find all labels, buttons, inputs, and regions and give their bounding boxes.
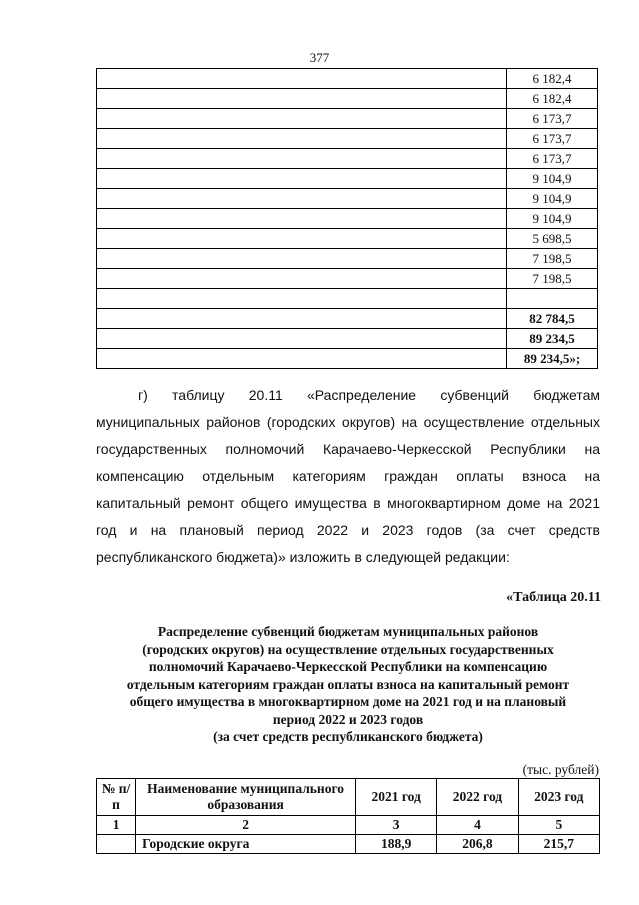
value-cell: 6 182,4 (507, 69, 598, 89)
value-cell: 6 182,4 (507, 89, 598, 109)
table-row (97, 89, 598, 109)
table-row (97, 109, 598, 129)
subvention-table (96, 778, 600, 854)
blank-cell (97, 89, 507, 109)
title-line: полномочий Карачаево-Черкесской Республики на компенсацию (148, 659, 548, 674)
blank-cell (97, 169, 507, 189)
title-line: общего имущества в многоквартирном доме на 2021 год и на плановый (129, 694, 567, 709)
page-number: 377 (309, 50, 330, 65)
table-row (97, 269, 598, 289)
header-2021: 2021 год (356, 779, 437, 816)
table-row (97, 835, 600, 854)
header-2022: 2022 год (437, 779, 518, 816)
value-cell: 6 173,7 (507, 109, 598, 129)
row-2023: 215,7 (518, 835, 599, 854)
blank-cell (97, 349, 507, 369)
top-values-table (96, 68, 598, 369)
value-cell: 89 234,5 (507, 329, 598, 349)
table-row (97, 189, 598, 209)
header-name: Наименование муниципального образования (136, 779, 356, 816)
row-2022: 206,8 (437, 835, 518, 854)
title-line: Распределение субвенций бюджетам муниципальных районов (157, 624, 539, 639)
table-row (97, 69, 598, 89)
index-cell: 5 (518, 816, 599, 835)
table-row (97, 349, 598, 369)
table-row (97, 229, 598, 249)
value-cell: 6 173,7 (507, 129, 598, 149)
blank-cell (97, 149, 507, 169)
table-row (97, 329, 598, 349)
blank-cell (97, 329, 507, 349)
blank-cell (97, 309, 507, 329)
units-label: (тыс. рублей) (522, 762, 599, 777)
body-paragraph: г) таблицу 20.11 «Распределение субвенций бюджетам муниципальных районов (городских округов) на осуществление отдельных государственных полномочий Карачаево-Черкесской Республики на компенсацию отдельным категориям граждан оплаты взноса на капитальный ремонт общего имущества в многоквартирном доме на 2021 год и на плановый период 2022 и 2023 годов (за счет средств республиканского бюджета)» изложить в следующей редакции: (96, 387, 600, 565)
table-row (97, 249, 598, 269)
table-row (97, 309, 598, 329)
index-cell: 4 (437, 816, 518, 835)
table-row (97, 209, 598, 229)
blank-cell (97, 189, 507, 209)
index-cell: 3 (356, 816, 437, 835)
header-row (97, 779, 600, 816)
value-cell (507, 289, 598, 309)
title-line: (за счет средств республиканского бюджета) (213, 729, 483, 744)
blank-cell (97, 209, 507, 229)
table-row (97, 149, 598, 169)
value-cell: 82 784,5 (507, 309, 598, 329)
value-cell: 7 198,5 (507, 269, 598, 289)
blank-cell (97, 249, 507, 269)
header-2023: 2023 год (518, 779, 599, 816)
value-cell: 9 104,9 (507, 189, 598, 209)
index-row (97, 816, 600, 835)
blank-cell (97, 109, 507, 129)
table-row (97, 129, 598, 149)
title-line: (городских округов) на осуществление отдельных государственных (142, 641, 554, 657)
value-cell: 89 234,5»; (507, 349, 598, 369)
value-cell: 6 173,7 (507, 149, 598, 169)
table-row (97, 169, 598, 189)
blank-cell (97, 129, 507, 149)
table-row (97, 289, 598, 309)
table-label: «Таблица 20.11 (506, 590, 601, 605)
value-cell: 9 104,9 (507, 209, 598, 229)
title-line: период 2022 и 2023 годов (272, 711, 424, 727)
row-name: Городские округа (136, 835, 356, 854)
index-cell: 2 (136, 816, 356, 835)
blank-cell (97, 289, 507, 309)
blank-cell (97, 69, 507, 89)
title-line: отдельным категориям граждан оплаты взноса на капитальный ремонт (126, 676, 570, 692)
header-num: № п/п (97, 779, 136, 816)
row-2021: 188,9 (356, 835, 437, 854)
blank-cell (97, 229, 507, 249)
table-title (96, 623, 600, 746)
value-cell: 9 104,9 (507, 169, 598, 189)
value-cell: 7 198,5 (507, 249, 598, 269)
index-cell: 1 (97, 816, 136, 835)
row-num (97, 835, 136, 854)
value-cell: 5 698,5 (507, 229, 598, 249)
blank-cell (97, 269, 507, 289)
